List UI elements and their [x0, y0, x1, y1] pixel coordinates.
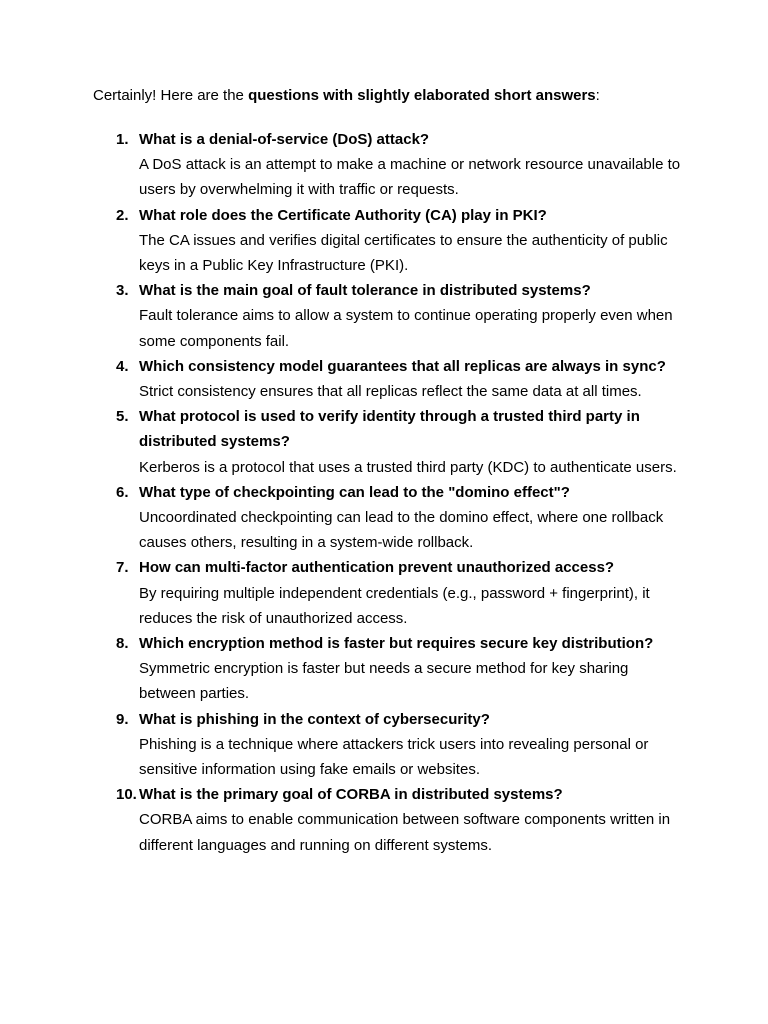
question-text: What is the main goal of fault tolerance in distributed systems?: [139, 282, 591, 300]
question-text: How can multi-factor authentication prevent unauthorized access?: [139, 559, 615, 577]
item-number: 7.: [116, 559, 129, 577]
qa-body: [139, 480, 684, 556]
qa-item: [0, 354, 768, 404]
qa-body: [139, 354, 684, 404]
qa-item: [0, 404, 768, 480]
answer-text: Phishing is a technique where attackers trick users into revealing personal or sensitive information using fake emails or websites.: [139, 735, 649, 779]
qa-item: [0, 707, 768, 783]
qa-item: [0, 278, 768, 354]
answer-text: Strict consistency ensures that all replicas reflect the same data at all times.: [139, 383, 642, 401]
qa-item: [0, 555, 768, 631]
question-text: What role does the Certificate Authority (CA) play in PKI?: [139, 206, 547, 224]
answer-text: By requiring multiple independent credentials (e.g., password + fingerprint), it reduces the risk of unauthorized access.: [139, 584, 650, 627]
question-text: Which encryption method is faster but requires secure key distribution?: [139, 635, 654, 653]
qa-body: [139, 782, 684, 858]
item-number: 6.: [116, 483, 129, 501]
answer-text: CORBA aims to enable communication between software components written in different languages and running on different systems.: [139, 811, 671, 854]
question-text: What is the primary goal of CORBA in distributed systems?: [139, 786, 563, 804]
item-number: 3.: [116, 282, 129, 300]
qa-body: [139, 203, 684, 279]
question-text: Which consistency model guarantees that all replicas are always in sync?: [139, 357, 666, 375]
qa-body: [139, 555, 684, 631]
item-number: 9.: [116, 710, 129, 728]
qa-body: [139, 127, 684, 203]
answer-text: Fault tolerance aims to allow a system to continue operating properly even when some components fail.: [139, 307, 673, 350]
qa-item: [0, 782, 768, 858]
item-number: 8.: [116, 635, 129, 653]
qa-body: [139, 278, 684, 354]
item-number: 5.: [116, 408, 129, 426]
question-text: What protocol is used to verify identity through a trusted third party in distributed systems?: [139, 408, 640, 451]
item-number: 4.: [116, 357, 129, 375]
item-number: 10.: [116, 786, 137, 804]
question-text: What type of checkpointing can lead to the "domino effect"?: [139, 483, 570, 501]
answer-text: Symmetric encryption is faster but needs a secure method for key sharing between parties.: [139, 660, 629, 703]
question-text: What is phishing in the context of cybersecurity?: [139, 710, 490, 728]
answer-text: A DoS attack is an attempt to make a machine or network resource unavailable to users by overwhelming it with traffic or requests.: [139, 156, 681, 199]
qa-item: [0, 127, 768, 203]
intro-paragraph: [93, 86, 733, 106]
answer-text: Kerberos is a protocol that uses a trusted third party (KDC) to authenticate users.: [139, 458, 677, 476]
intro-prefix: Certainly! Here are the: [93, 87, 249, 104]
question-text: What is a denial-of-service (DoS) attack?: [139, 131, 430, 148]
item-number: 2.: [116, 206, 129, 224]
qa-item: [0, 203, 768, 279]
qa-body: [139, 631, 684, 707]
qa-item: [0, 631, 768, 707]
qa-body: [139, 404, 684, 480]
qa-item: [0, 480, 768, 556]
intro-suffix: :: [595, 87, 600, 104]
item-number: 1.: [116, 131, 129, 148]
intro-emphasis: questions with slightly elaborated short answers: [248, 87, 596, 104]
answer-text: Uncoordinated checkpointing can lead to the domino effect, where one rollback causes others, resulting in a system-wide rollback.: [139, 509, 664, 552]
qa-body: [139, 707, 684, 783]
qa-list: [0, 127, 768, 858]
answer-text: The CA issues and verifies digital certificates to ensure the authenticity of public keys in a Public Key Infrastructure (PKI).: [139, 231, 668, 275]
